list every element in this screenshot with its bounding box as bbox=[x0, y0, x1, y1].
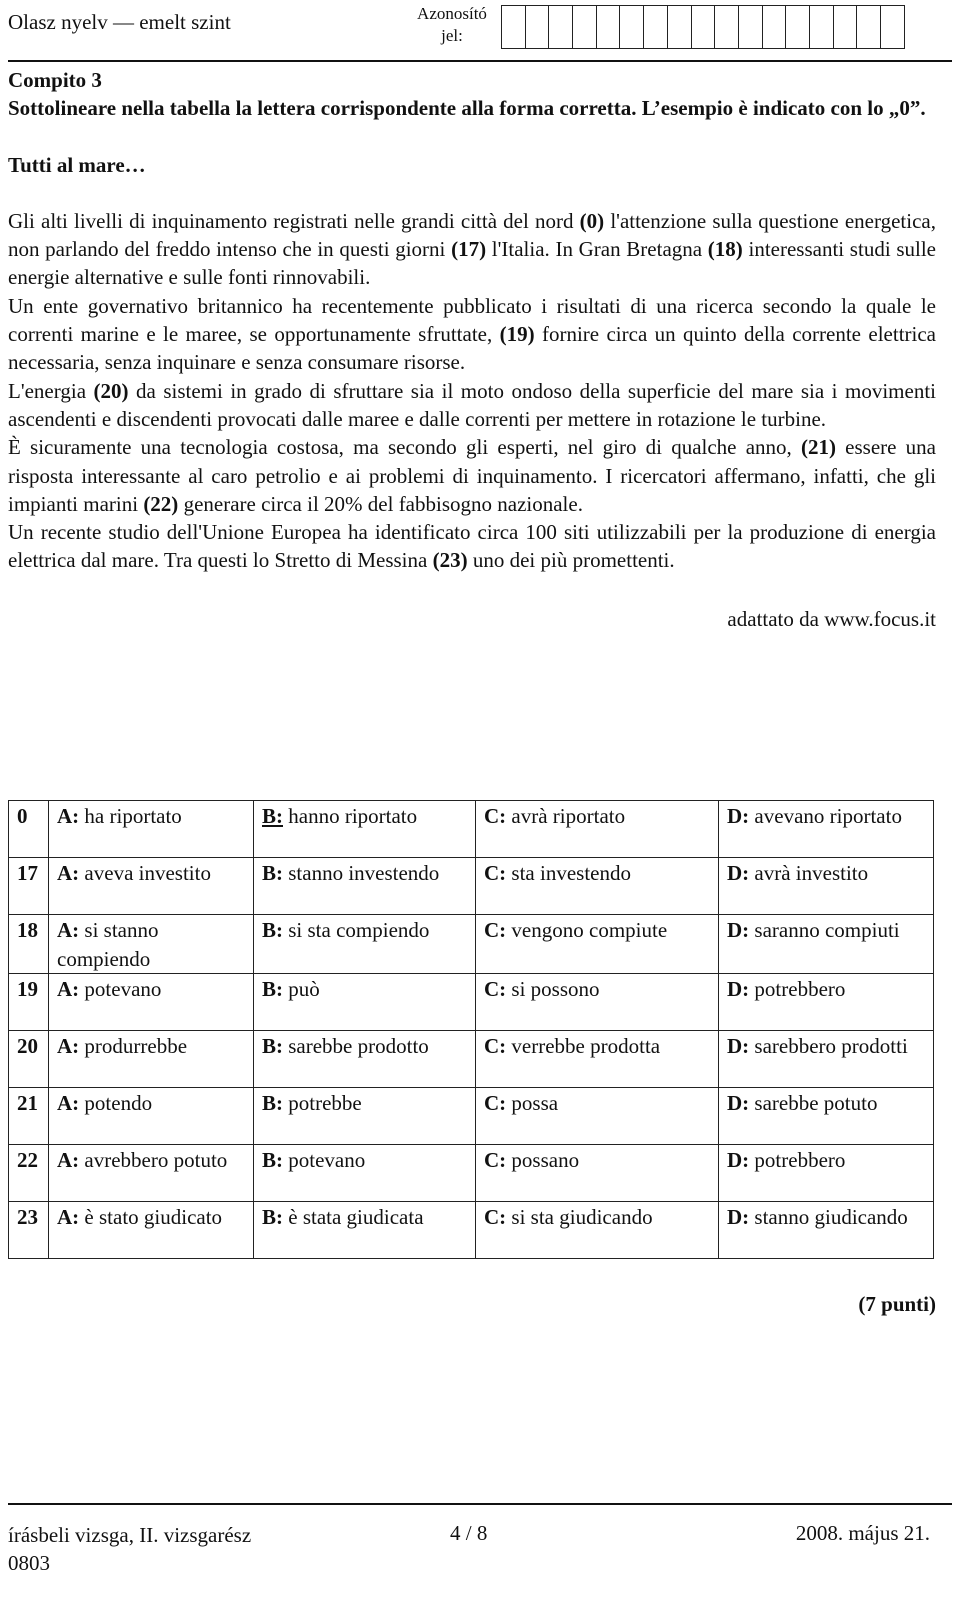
table-row bbox=[9, 1202, 934, 1259]
option-letter: B: bbox=[262, 1091, 283, 1115]
item-number: 22 bbox=[9, 1145, 49, 1202]
option-b[interactable] bbox=[254, 1202, 476, 1259]
option-b[interactable] bbox=[254, 974, 476, 1031]
source-credit: adattato da www.focus.it bbox=[727, 606, 936, 631]
text-run: generare circa il 20% del fabbisogno nazionale. bbox=[178, 491, 583, 516]
option-letter: B: bbox=[262, 1034, 283, 1058]
footer-exam-info bbox=[8, 1521, 251, 1577]
option-c[interactable] bbox=[476, 915, 719, 974]
task-content bbox=[8, 66, 936, 633]
option-a[interactable] bbox=[49, 1031, 254, 1088]
option-text: vengono compiute bbox=[506, 918, 668, 942]
exam-date: 2008. május 21. bbox=[795, 1521, 930, 1545]
option-b[interactable] bbox=[254, 801, 476, 858]
option-letter: A: bbox=[57, 977, 80, 1001]
spacer bbox=[8, 123, 936, 151]
option-d[interactable] bbox=[719, 1031, 934, 1088]
option-letter: B: bbox=[262, 977, 283, 1001]
option-text: si sta giudicando bbox=[506, 1205, 653, 1229]
text-title: Tutti al mare… bbox=[8, 152, 146, 177]
option-text: sarebbe prodotto bbox=[283, 1034, 429, 1058]
task-instruction: Sottolineare nella tabella la lettera corrispondente alla forma corretta. L’esempio è indicato con lo „0”. bbox=[8, 96, 926, 121]
option-text: sarebbe potuto bbox=[749, 1091, 878, 1115]
option-c[interactable] bbox=[476, 1202, 719, 1259]
item-number: 23 bbox=[9, 1202, 49, 1259]
option-text: è stato giudicato bbox=[79, 1205, 223, 1229]
option-d[interactable] bbox=[719, 1145, 934, 1202]
option-text: avrebbero potuto bbox=[79, 1148, 228, 1172]
option-letter: D: bbox=[727, 804, 750, 828]
option-b[interactable] bbox=[254, 1031, 476, 1088]
option-text: stanno investendo bbox=[283, 861, 440, 885]
option-letter: A: bbox=[57, 1205, 80, 1229]
id-box[interactable] bbox=[525, 5, 550, 49]
option-text: potevano bbox=[283, 1148, 366, 1172]
id-box[interactable] bbox=[691, 5, 716, 49]
item-number: 21 bbox=[9, 1088, 49, 1145]
option-a[interactable] bbox=[49, 801, 254, 858]
option-letter: C: bbox=[484, 1034, 507, 1058]
option-text: potrebbero bbox=[749, 1148, 846, 1172]
option-letter: A: bbox=[57, 1034, 80, 1058]
id-box[interactable] bbox=[856, 5, 881, 49]
option-letter: D: bbox=[727, 1091, 750, 1115]
option-letter: A: bbox=[57, 1091, 80, 1115]
option-d[interactable] bbox=[719, 858, 934, 915]
id-box[interactable] bbox=[880, 5, 905, 49]
id-label-line1: Azonosító bbox=[417, 4, 487, 23]
option-letter: B: bbox=[262, 804, 283, 828]
id-box[interactable] bbox=[762, 5, 787, 49]
option-c[interactable] bbox=[476, 1031, 719, 1088]
header-subject: Olasz nyelv — emelt szint bbox=[8, 10, 231, 34]
gap-marker: (17) bbox=[451, 237, 487, 262]
id-label-line2: jel: bbox=[441, 26, 463, 45]
id-box[interactable] bbox=[572, 5, 597, 49]
option-letter: A: bbox=[57, 918, 80, 942]
option-c[interactable] bbox=[476, 801, 719, 858]
id-boxes bbox=[502, 5, 905, 49]
paragraph-1 bbox=[8, 207, 936, 292]
option-text: produrrebbe bbox=[79, 1034, 188, 1058]
id-box[interactable] bbox=[785, 5, 810, 49]
option-c[interactable] bbox=[476, 1088, 719, 1145]
option-text: avevano riportato bbox=[749, 804, 902, 828]
text-run: da sistemi in grado di sfruttare sia il moto ondoso della superficie del mare sia i movimenti ascendenti e discendenti provocati dalle maree e dalle correnti per mettere in rotazione le turbine. bbox=[8, 378, 936, 431]
option-letter: C: bbox=[484, 1091, 507, 1115]
page-number: 4 / 8 bbox=[450, 1521, 488, 1545]
table-row bbox=[9, 974, 934, 1031]
table-row bbox=[9, 1088, 934, 1145]
option-letter: C: bbox=[484, 1205, 507, 1229]
gap-marker: (18) bbox=[707, 237, 743, 262]
table-row bbox=[9, 915, 934, 974]
text-run: uno dei più promettenti. bbox=[467, 548, 675, 573]
option-a[interactable] bbox=[49, 858, 254, 915]
option-a[interactable] bbox=[49, 1202, 254, 1259]
footer-code: 0803 bbox=[8, 1551, 50, 1575]
option-text: può bbox=[283, 977, 320, 1001]
paragraph-4 bbox=[8, 433, 936, 518]
option-text: saranno compiuti bbox=[749, 918, 900, 942]
option-a[interactable] bbox=[49, 915, 254, 974]
gap-marker: (23) bbox=[432, 548, 468, 573]
text-run: fornire circa un quinto della corrente elettrica necessaria, senza inquinare e senza consumare risorse. bbox=[8, 322, 936, 375]
option-text: aveva investito bbox=[79, 861, 211, 885]
text-run: l'attenzione sulla questione energetica, non parlando del freddo intenso che in questi giorni bbox=[8, 208, 936, 262]
gap-marker: (0) bbox=[579, 208, 605, 233]
points-label: (7 punti) bbox=[858, 1292, 936, 1316]
text-run: L'energia bbox=[8, 378, 94, 403]
id-box[interactable] bbox=[643, 5, 668, 49]
option-letter: A: bbox=[57, 804, 80, 828]
id-box[interactable] bbox=[596, 5, 621, 49]
paragraph-3 bbox=[8, 377, 936, 434]
option-text: hanno riportato bbox=[283, 804, 418, 828]
table-row bbox=[9, 858, 934, 915]
footer-divider bbox=[8, 1503, 952, 1505]
option-text: avrà riportato bbox=[506, 804, 626, 828]
text-run: Gli alti livelli di inquinamento registrati nelle grandi città del nord bbox=[8, 208, 580, 233]
option-text: potrebbero bbox=[749, 977, 846, 1001]
option-d[interactable] bbox=[719, 801, 934, 858]
id-box[interactable] bbox=[501, 5, 526, 49]
item-number: 19 bbox=[9, 974, 49, 1031]
table-row bbox=[9, 801, 934, 858]
option-text: possa bbox=[506, 1091, 559, 1115]
option-letter: B: bbox=[262, 861, 283, 885]
id-box[interactable] bbox=[833, 5, 858, 49]
item-number: 17 bbox=[9, 858, 49, 915]
option-letter: B: bbox=[262, 1148, 283, 1172]
table-row bbox=[9, 1145, 934, 1202]
option-text: si sta compiendo bbox=[283, 918, 430, 942]
option-text: sarebbero prodotti bbox=[749, 1034, 908, 1058]
option-d[interactable] bbox=[719, 915, 934, 974]
option-a[interactable] bbox=[49, 1088, 254, 1145]
option-b[interactable] bbox=[254, 1145, 476, 1202]
id-box[interactable] bbox=[809, 5, 834, 49]
option-text: avrà investito bbox=[749, 861, 869, 885]
answer-table-body bbox=[9, 801, 934, 1259]
gap-marker: (21) bbox=[800, 435, 836, 460]
option-letter: B: bbox=[262, 1205, 283, 1229]
option-letter: D: bbox=[727, 861, 750, 885]
text-run: essere una risposta interessante al caro petrolio e ai problemi di inquinamento. I ricercatori affermano, infatti, che gli impianti marini bbox=[8, 435, 937, 516]
id-box[interactable] bbox=[714, 5, 739, 49]
option-d[interactable] bbox=[719, 974, 934, 1031]
option-a[interactable] bbox=[49, 974, 254, 1031]
text-run: interessanti studi sulle energie alternative e sulle fonti rinnovabili. bbox=[8, 237, 936, 290]
option-letter: A: bbox=[57, 1148, 80, 1172]
option-text: sta investendo bbox=[506, 861, 631, 885]
table-row bbox=[9, 1031, 934, 1088]
gap-marker: (22) bbox=[143, 491, 179, 516]
option-a[interactable] bbox=[49, 1145, 254, 1202]
option-text: è stata giudicata bbox=[283, 1205, 424, 1229]
text-run: Un recente studio dell'Unione Europea ha identificato circa 100 siti utilizzabili per la produzione di energia elettrica dal mare. Tra questi lo Stretto di Messina bbox=[8, 520, 936, 573]
gap-marker: (20) bbox=[93, 378, 129, 403]
header-divider bbox=[8, 60, 952, 62]
footer-exam-part: írásbeli vizsga, II. vizsgarész bbox=[8, 1523, 252, 1547]
id-box[interactable] bbox=[548, 5, 573, 49]
option-letter: D: bbox=[727, 977, 750, 1001]
spacer bbox=[8, 179, 936, 207]
option-text: potevano bbox=[79, 977, 162, 1001]
option-letter: C: bbox=[484, 1148, 507, 1172]
option-d[interactable] bbox=[719, 1202, 934, 1259]
id-box[interactable] bbox=[738, 5, 763, 49]
option-c[interactable] bbox=[476, 858, 719, 915]
option-text: verrebbe prodotta bbox=[506, 1034, 661, 1058]
option-text: si possono bbox=[506, 977, 600, 1001]
paragraph-2 bbox=[8, 292, 936, 377]
option-text: potendo bbox=[79, 1091, 153, 1115]
option-letter: A: bbox=[57, 861, 80, 885]
option-text: stanno giudicando bbox=[749, 1205, 908, 1229]
option-text: potrebbe bbox=[283, 1091, 362, 1115]
option-b[interactable] bbox=[254, 915, 476, 974]
option-text: si stanno compiendo bbox=[57, 918, 159, 971]
option-letter: D: bbox=[727, 1148, 750, 1172]
option-d[interactable] bbox=[719, 1088, 934, 1145]
option-b[interactable] bbox=[254, 858, 476, 915]
option-letter: D: bbox=[727, 1034, 750, 1058]
answer-table bbox=[8, 800, 934, 1259]
item-number: 0 bbox=[9, 801, 49, 858]
task-title: Compito 3 bbox=[8, 68, 102, 92]
option-letter: C: bbox=[484, 918, 507, 942]
option-letter: D: bbox=[727, 1205, 750, 1229]
item-number: 20 bbox=[9, 1031, 49, 1088]
option-letter: D: bbox=[727, 918, 750, 942]
id-label bbox=[410, 3, 494, 47]
option-letter: C: bbox=[484, 977, 507, 1001]
id-box[interactable] bbox=[619, 5, 644, 49]
paragraph-5 bbox=[8, 518, 936, 575]
option-letter: C: bbox=[484, 804, 507, 828]
option-text: ha riportato bbox=[79, 804, 182, 828]
gap-marker: (19) bbox=[499, 322, 535, 347]
item-number: 18 bbox=[9, 915, 49, 974]
id-box[interactable] bbox=[667, 5, 692, 49]
option-text: possano bbox=[506, 1148, 580, 1172]
text-run: Un ente governativo britannico ha recentemente pubblicato i risultati di una ricerca secondo la quale le correnti marine e le maree, se opportunamente sfruttate, bbox=[8, 293, 936, 347]
text-run: È sicuramente una tecnologia costosa, ma secondo gli esperti, nel giro di qualche anno, bbox=[8, 435, 801, 460]
option-c[interactable] bbox=[476, 1145, 719, 1202]
option-c[interactable] bbox=[476, 974, 719, 1031]
text-run: l'Italia. In Gran Bretagna bbox=[486, 237, 708, 262]
option-letter: C: bbox=[484, 861, 507, 885]
option-letter: B: bbox=[262, 918, 283, 942]
option-b[interactable] bbox=[254, 1088, 476, 1145]
